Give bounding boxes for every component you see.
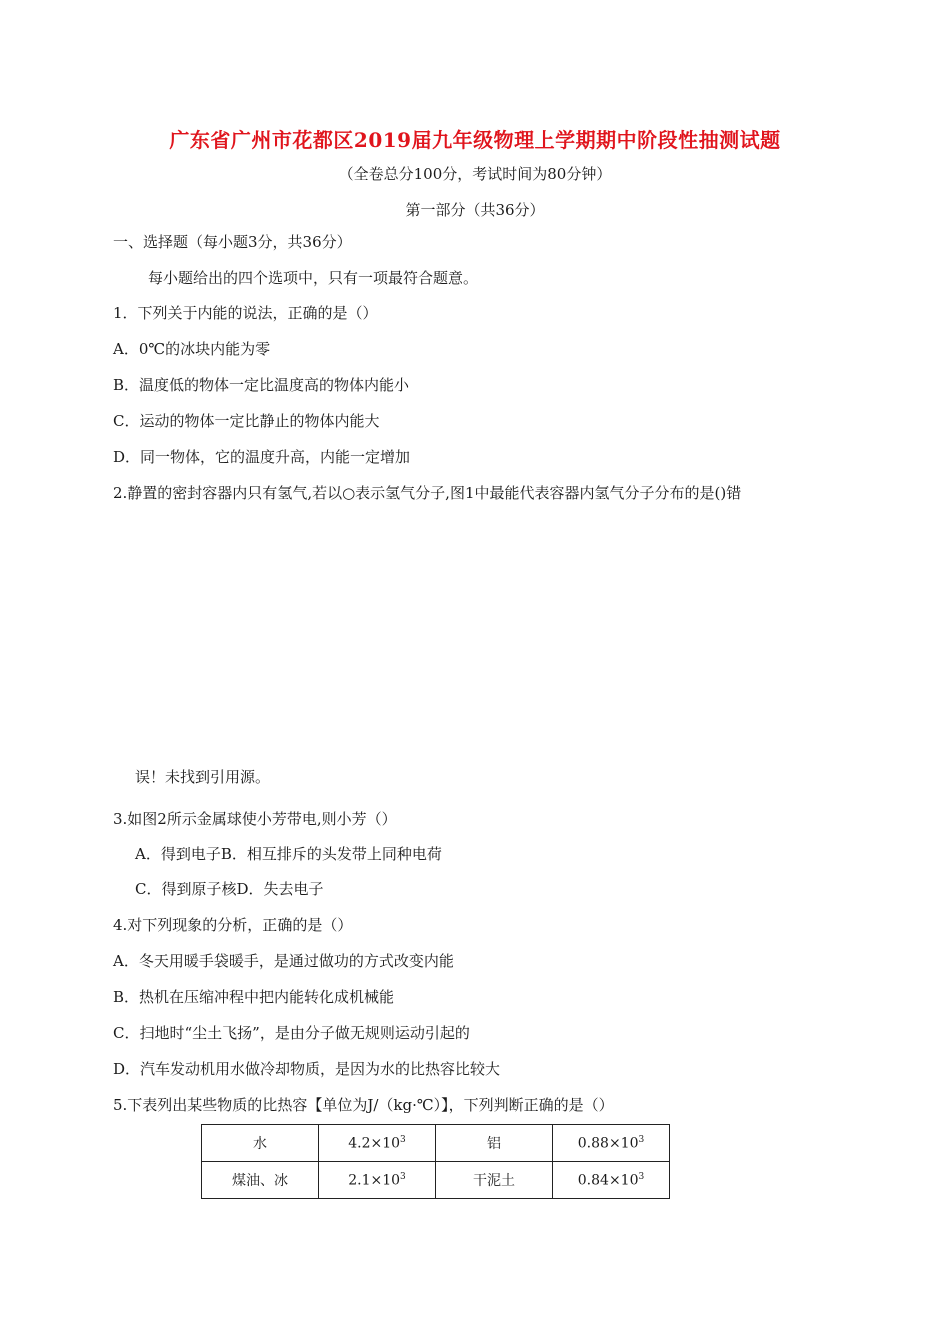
question-2-broken-reference: 误！未找到引用源。 xyxy=(135,768,271,786)
section-instruction: 每小题给出的四个选项中，只有一项最符合题意。 xyxy=(148,269,479,287)
section-heading: 一、选择题（每小题3分，共36分） xyxy=(113,233,352,251)
question-4-option-a: A．冬天用暖手袋暖手，是通过做功的方式改变内能 xyxy=(113,952,454,970)
specific-heat-table xyxy=(201,1124,670,1199)
table-row xyxy=(202,1162,670,1199)
table-cell: 水 xyxy=(202,1125,319,1162)
part-heading: 第一部分（共36分） xyxy=(405,201,545,219)
table-cell: $4.2\times 10^3$ xyxy=(319,1125,436,1162)
question-4-option-c: C．扫地时“尘土飞扬”，是由分子做无规则运动引起的 xyxy=(113,1024,470,1042)
question-2-stem: 2.静置的密封容器内只有氢气,若以○表示氢气分子,图1中最能代表容器内氢气分子分布的是()错 xyxy=(113,484,742,502)
document-title: 广东省广州市花都区2019届九年级物理上学期期中阶段性抽测试题 xyxy=(169,128,781,152)
question-1-option-a: A．0℃的冰块内能为零 xyxy=(113,340,271,358)
exam-info: （全卷总分100分，考试时间为80分钟） xyxy=(338,165,612,183)
table-cell: 干泥土 xyxy=(436,1162,553,1199)
question-1-stem: 1．下列关于内能的说法，正确的是（） xyxy=(113,304,378,322)
table-cell: $2.1\times 10^3$ xyxy=(319,1162,436,1199)
question-1-option-d: D．同一物体，它的温度升高，内能一定增加 xyxy=(113,448,411,466)
question-4-option-b: B．热机在压缩冲程中把内能转化成机械能 xyxy=(113,988,395,1006)
table-cell: 铝 xyxy=(436,1125,553,1162)
question-4-stem: 4.对下列现象的分析，正确的是（） xyxy=(113,916,353,934)
question-1-option-c: C．运动的物体一定比静止的物体内能大 xyxy=(113,412,380,430)
table-cell: $0.88\times 10^3$ xyxy=(553,1125,670,1162)
question-3-stem: 3.如图2所示金属球使小芳带电,则小芳（） xyxy=(113,810,397,828)
question-4-option-d: D．汽车发动机用水做冷却物质，是因为水的比热容比较大 xyxy=(113,1060,501,1078)
question-3-options-cd: C．得到原子核D．失去电子 xyxy=(135,880,324,898)
table-row xyxy=(202,1125,670,1162)
table-cell: $0.84\times 10^3$ xyxy=(553,1162,670,1199)
question-5-stem: 5.下表列出某些物质的比热容【单位为J/（kg·℃）】，下列判断正确的是（） xyxy=(113,1096,614,1114)
question-1-option-b: B．温度低的物体一定比温度高的物体内能小 xyxy=(113,376,410,394)
question-3-options-ab: A．得到电子B．相互排斥的头发带上同种电荷 xyxy=(135,845,442,863)
table-cell: 煤油、冰 xyxy=(202,1162,319,1199)
